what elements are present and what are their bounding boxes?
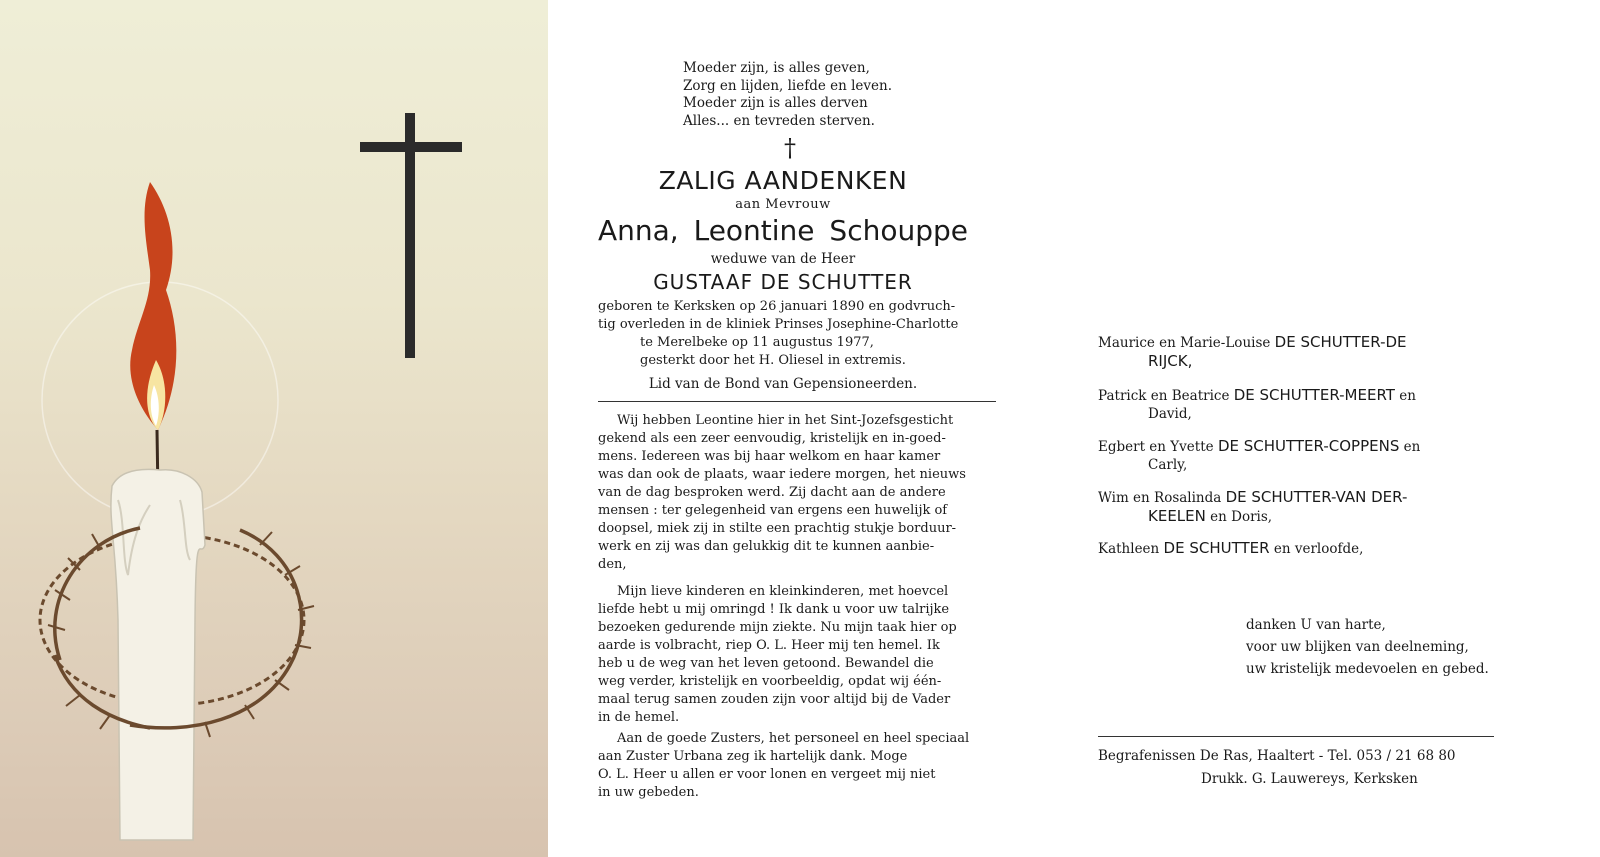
candle-wreath-illustration bbox=[0, 0, 548, 857]
text-line: aan Zuster Urbana zeg ik hartelijk dank. Moge bbox=[598, 749, 908, 764]
funeral-home: Begrafenissen De Ras, Haaltert - Tel. 053 / 21 68 80 bbox=[1098, 748, 1456, 764]
family-entry bbox=[1098, 386, 1416, 423]
text-line: liefde hebt u mij omringd ! Ik dank u voor uw talrijke bbox=[598, 602, 950, 617]
divider bbox=[1098, 736, 1494, 737]
poem-line: Alles... en tevreden sterven. bbox=[683, 112, 875, 129]
memorial-text-panel bbox=[548, 0, 1018, 857]
text-line: in de hemel. bbox=[598, 710, 680, 725]
candle-icon bbox=[111, 469, 205, 840]
family-names: Patrick en Beatrice bbox=[1098, 388, 1234, 404]
paragraph-2 bbox=[598, 583, 957, 727]
dedication-line: aan Mevrouw bbox=[735, 197, 831, 212]
text-line: van de dag besproken werd. Zij dacht aan de andere bbox=[598, 485, 946, 500]
family-surname: DE SCHUTTER bbox=[1163, 539, 1270, 557]
memorial-title: ZALIG AANDENKEN bbox=[658, 166, 908, 195]
text-line: maal terug samen zouden zijn voor altijd bij de Vader bbox=[598, 692, 951, 707]
thanks-line: voor uw blijken van deelneming, bbox=[1246, 639, 1469, 655]
membership-line: Lid van de Bond van Gepensioneerden. bbox=[648, 376, 918, 392]
thanks-line: uw kristelijk medevoelen en gebed. bbox=[1246, 661, 1489, 677]
family-surname: DE SCHUTTER-MEERT bbox=[1233, 386, 1395, 404]
family-suffix: en verloofde, bbox=[1269, 541, 1364, 557]
family-entry bbox=[1098, 539, 1363, 558]
dagger-cross-icon: † bbox=[784, 134, 796, 162]
family-child: David, bbox=[1148, 406, 1192, 422]
family-names: Egbert en Yvette bbox=[1098, 439, 1218, 455]
family-entry bbox=[1098, 488, 1407, 526]
text-line: Mijn lieve kinderen en kleinkinderen, met hoevcel bbox=[617, 584, 949, 599]
family-surname: DE SCHUTTER-VAN DER- bbox=[1225, 488, 1408, 506]
family-child: Carly, bbox=[1148, 457, 1188, 473]
husband-name: GUSTAAF DE SCHUTTER bbox=[653, 270, 913, 294]
widow-line: weduwe van de Heer bbox=[710, 251, 856, 267]
text-line: gekend als een zeer eenvoudig, kristelijk en in-goed- bbox=[598, 431, 946, 446]
latin-cross-icon bbox=[360, 113, 462, 358]
text-line: den, bbox=[598, 557, 627, 572]
text-line: aarde is volbracht, riep O. L. Heer mij ten hemel. Ik bbox=[598, 638, 940, 653]
text-line: mensen : ter gelegenheid van ergens een huwelijk of bbox=[598, 503, 948, 518]
family-entry bbox=[1098, 333, 1407, 371]
text-line: mens. Iedereen was bij haar welkom en haar kamer bbox=[598, 449, 941, 464]
printer-credit: Drukk. G. Lauwereys, Kerksken bbox=[1201, 771, 1418, 787]
poem bbox=[683, 60, 892, 130]
family-names: Wim en Rosalinda bbox=[1098, 490, 1226, 506]
birth-line: te Merelbeke op 11 augustus 1977, bbox=[640, 335, 874, 350]
text-line: werk en zij was dan gelukkig dit te kunnen aanbie- bbox=[598, 539, 935, 554]
birth-line: gesterkt door het H. Oliesel in extremis. bbox=[640, 353, 906, 368]
text-line: O. L. Heer u allen er voor lonen en vergeet mij niet bbox=[598, 767, 936, 782]
poem-line: Zorg en lijden, liefde en leven. bbox=[683, 77, 893, 94]
text-line: weg verder, kristelijk en voorbeeldig, opdat wij één- bbox=[598, 674, 942, 689]
paragraph-3 bbox=[598, 730, 969, 802]
paragraph-1 bbox=[598, 412, 966, 574]
text-line: Aan de goede Zusters, het personeel en heel speciaal bbox=[617, 731, 970, 746]
family-panel bbox=[1018, 0, 1600, 857]
family-surname: DE SCHUTTER-COPPENS bbox=[1217, 437, 1400, 455]
text-line: doopsel, miek zij in stilte een prachtig stukje borduur- bbox=[598, 521, 957, 536]
thanks-line: danken U van harte, bbox=[1246, 617, 1386, 633]
family-suffix: en bbox=[1394, 388, 1416, 404]
text-line: was dan ook de plaats, waar iedere morgen, het nieuws bbox=[598, 467, 966, 482]
candle-flame-icon bbox=[130, 182, 176, 430]
family-names: Kathleen bbox=[1098, 541, 1164, 557]
text-line: Wij hebben Leontine hier in het Sint-Jozefsgesticht bbox=[617, 413, 954, 428]
family-surname: DE SCHUTTER-DE bbox=[1274, 333, 1407, 351]
poem-line: Moeder zijn is alles derven bbox=[683, 95, 868, 111]
family-child: en Doris, bbox=[1205, 509, 1273, 525]
text-line: heb u de weg van het leven getoond. Bewandel die bbox=[598, 656, 934, 671]
family-surname: RIJCK, bbox=[1148, 352, 1193, 370]
family-suffix: en bbox=[1399, 439, 1421, 455]
birth-line: tig overleden in de kliniek Prinses Josephine-Charlotte bbox=[598, 317, 959, 332]
family-surname: KEELEN bbox=[1148, 507, 1206, 525]
illustration-panel bbox=[0, 0, 548, 857]
text-line: in uw gebeden. bbox=[598, 785, 699, 800]
poem-line: Moeder zijn, is alles geven, bbox=[683, 60, 870, 76]
deceased-name: Anna, Leontine Schouppe bbox=[597, 214, 968, 247]
birth-line: geboren te Kerksken op 26 januari 1890 en godvruch- bbox=[598, 299, 956, 314]
divider bbox=[598, 401, 996, 402]
family-names: Maurice en Marie-Louise bbox=[1098, 335, 1275, 351]
birth-death-details bbox=[598, 298, 998, 370]
text-line: bezoeken gedurende mijn ziekte. Nu mijn taak hier op bbox=[598, 620, 957, 635]
family-entry bbox=[1098, 437, 1420, 474]
thanks-block bbox=[1246, 614, 1489, 680]
